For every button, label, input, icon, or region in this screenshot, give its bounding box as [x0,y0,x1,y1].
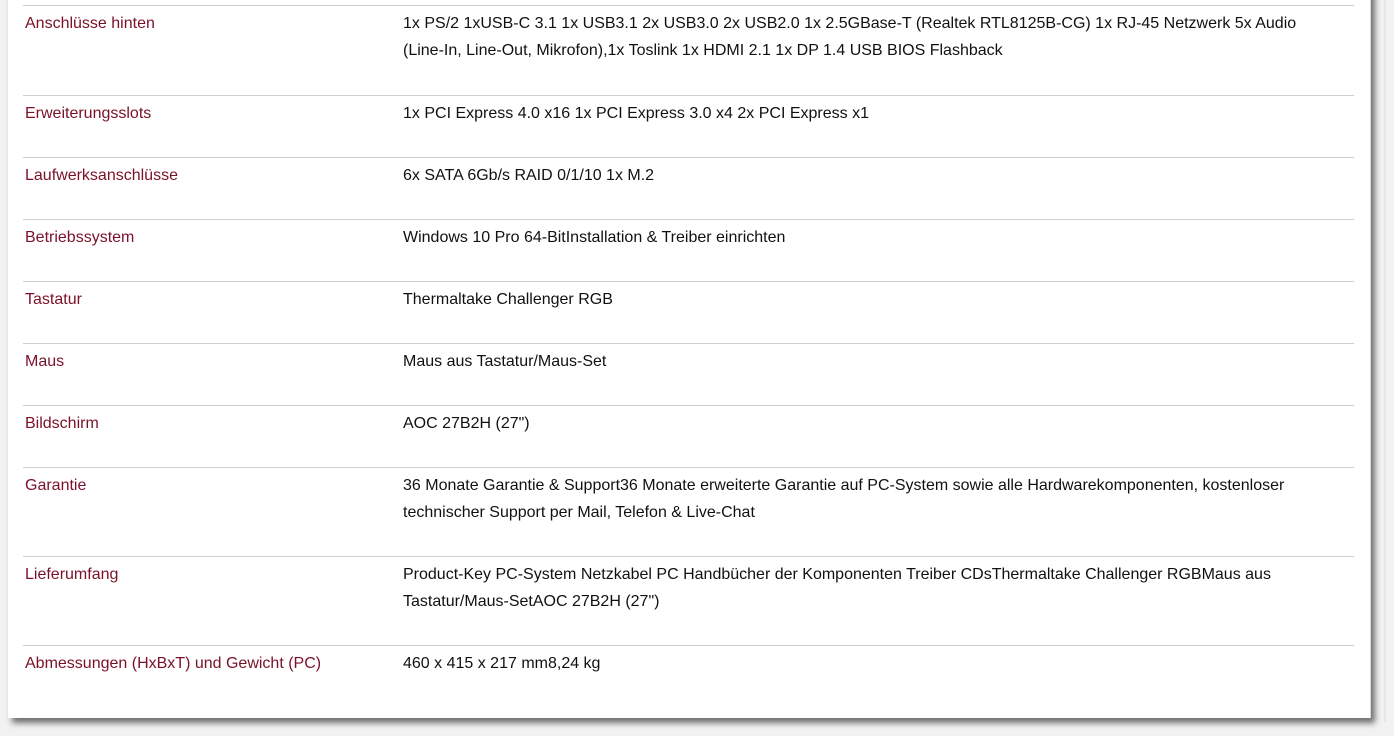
spec-label: Abmessungen (HxBxT) und Gewicht (PC) [25,655,322,672]
spec-label: Garantie [25,477,87,494]
spec-label: Betriebssystem [25,229,135,246]
spec-label: Maus [25,353,65,370]
spec-label: Erweiterungsslots [25,105,152,122]
spec-value: 6x SATA 6Gb/s RAID 0/1/10 1x M.2 [403,167,655,184]
spec-row-garantie [23,468,1354,557]
spec-row-erweiterungsslots [23,96,1354,158]
spec-value: Windows 10 Pro 64-BitInstallation & Treiber einrichten [403,229,786,246]
spec-label: Anschlüsse hinten [25,15,155,32]
spec-label: Lieferumfang [25,566,119,583]
spec-value: Thermaltake Challenger RGB [403,291,613,308]
spec-value: AOC 27B2H (27") [403,415,530,432]
spec-row-abmessungen [23,646,1354,711]
spec-label: Tastatur [25,291,82,308]
window-edge [1384,0,1386,722]
spec-value: Product-Key PC-System Netzkabel PC Handbücher der Komponenten Treiber CDsThermaltake Challenger RGBMaus aus Tastatur/Maus-SetAOC 27B2H (27") [403,566,1271,610]
spec-value: 36 Monate Garantie & Support36 Monate erweiterte Garantie auf PC-System sowie alle Hardwarekomponenten, kostenloser technischer Support per Mail, Telefon & Live-Chat [403,477,1285,521]
spec-value: Maus aus Tastatur/Maus-Set [403,353,607,370]
spec-row-maus [23,344,1354,406]
spec-sheet-panel [8,0,1371,718]
spec-value: 1x PCI Express 4.0 x16 1x PCI Express 3.0 x4 2x PCI Express x1 [403,105,869,122]
spec-value: 460 x 415 x 217 mm8,24 kg [403,655,601,672]
spec-table [23,5,1354,710]
spec-row-anschluesse-hinten [23,6,1354,96]
spec-row-laufwerksanschluesse [23,158,1354,220]
spec-row-betriebssystem [23,220,1354,282]
spec-row-lieferumfang [23,557,1354,646]
spec-label: Bildschirm [25,415,99,432]
spec-row-bildschirm [23,406,1354,468]
spec-label: Laufwerksanschlüsse [25,167,178,184]
spec-value: 1x PS/2 1xUSB-C 3.1 1x USB3.1 2x USB3.0 2x USB2.0 1x 2.5GBase-T (Realtek RTL8125B-CG) 1x RJ-45 Netzwerk 5x Audio (Line-In, Line-Out, Mikrofon),1x Toslink 1x HDMI 2.1 1x DP 1.4 USB BIOS Flashback [403,15,1297,59]
spec-row-tastatur [23,282,1354,344]
